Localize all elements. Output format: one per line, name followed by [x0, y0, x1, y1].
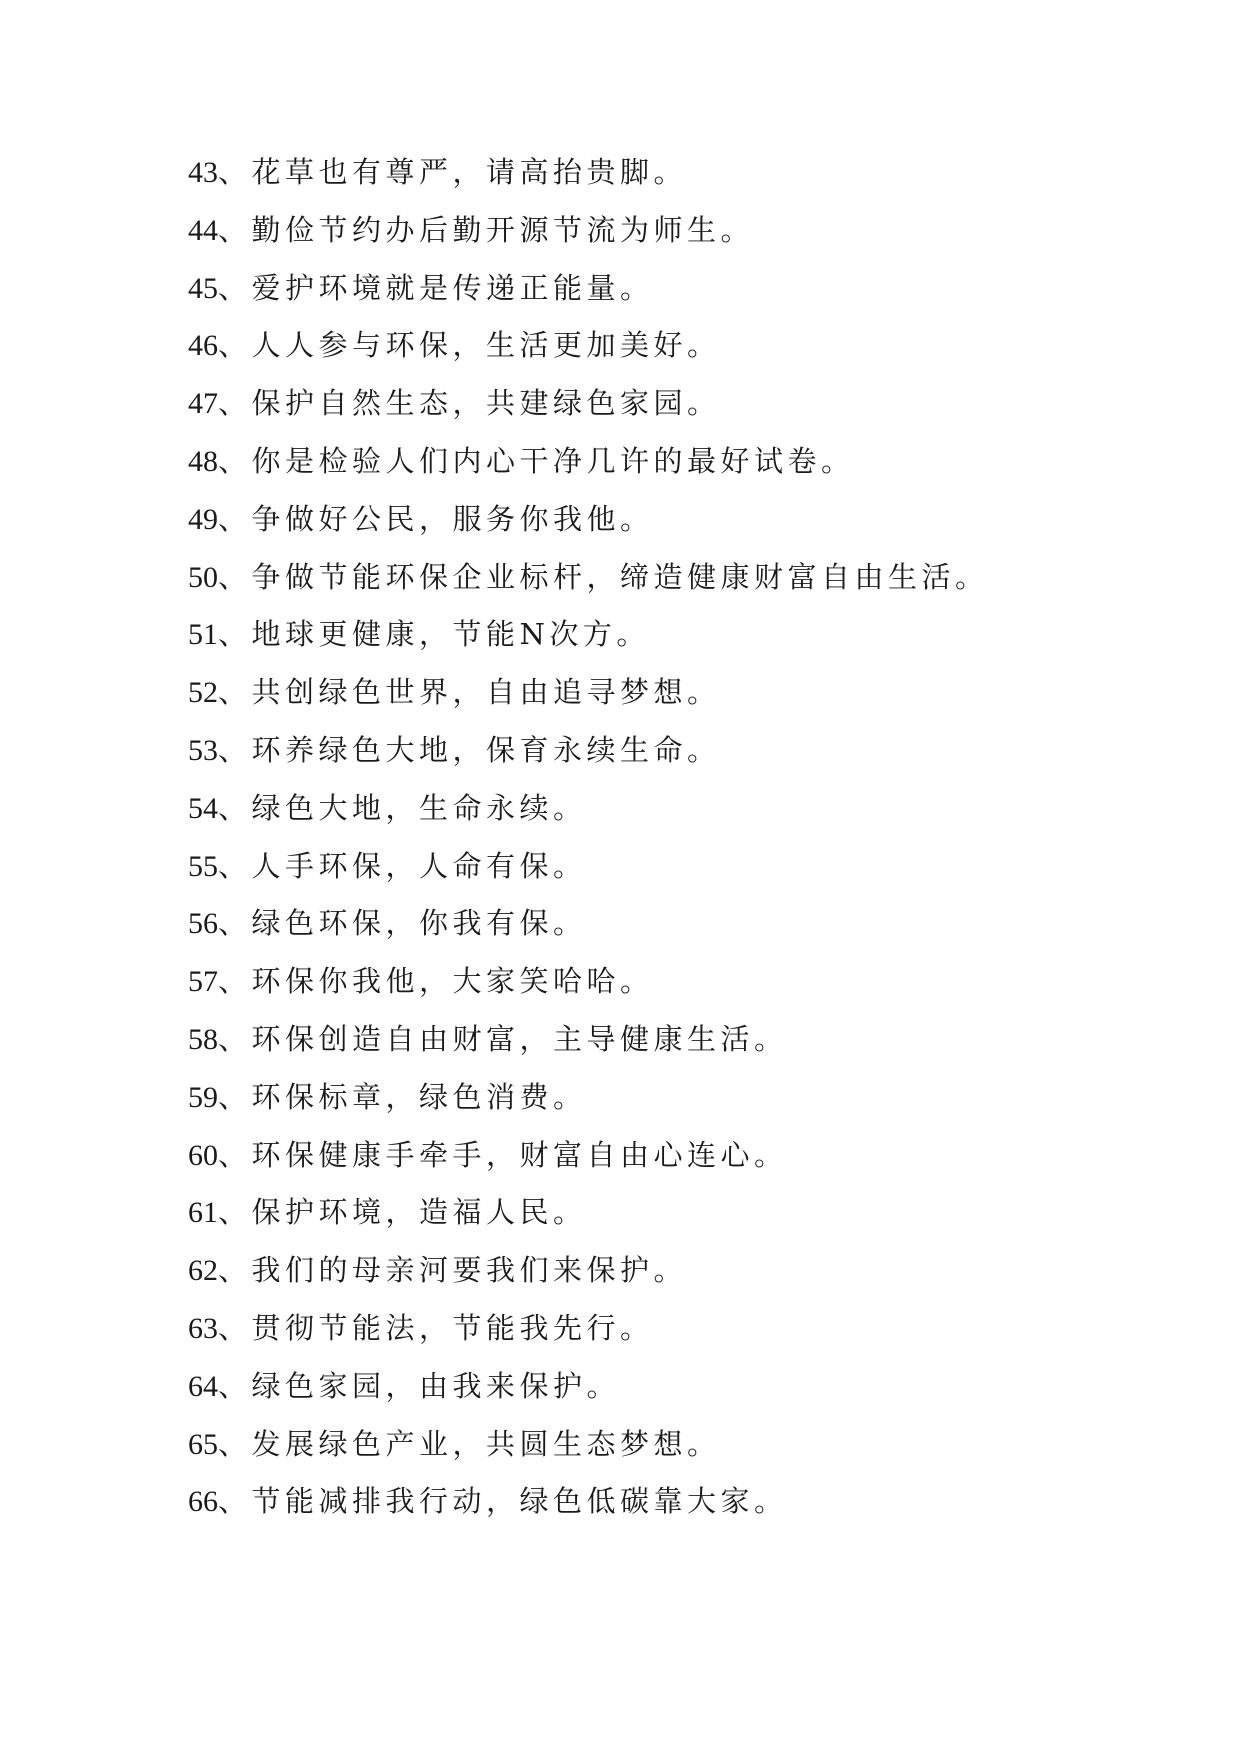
slogan-list [188, 155, 989, 1545]
item-text: 、环养绿色大地，保育永续生命。 [218, 732, 721, 767]
item-number: 66 [188, 1485, 218, 1519]
item-number: 64 [188, 1369, 218, 1403]
item-text: 、环保标章，绿色消费。 [218, 1079, 587, 1114]
list-item [188, 732, 989, 794]
item-text: 、节能减排我行动，绿色低碳靠大家。 [218, 1484, 788, 1519]
item-text: 、人手环保，人命有保。 [218, 848, 587, 883]
list-item [188, 328, 989, 389]
list-item [188, 155, 989, 216]
item-text: 、绿色大地，生命永续。 [218, 790, 587, 825]
item-number: 47 [188, 387, 218, 421]
list-item [188, 1021, 989, 1083]
item-number: 59 [188, 1080, 218, 1114]
item-number: 52 [188, 676, 218, 710]
item-number: 44 [188, 213, 218, 247]
item-number: 48 [188, 444, 218, 478]
item-number: 49 [188, 502, 218, 536]
list-item [188, 1137, 989, 1199]
item-number: 50 [188, 560, 218, 594]
item-text: 、保护自然生态，共建绿色家园。 [218, 386, 721, 421]
item-text: 、人人参与环保，生活更加美好。 [218, 328, 721, 363]
item-number: 51 [188, 618, 218, 652]
list-item [188, 1253, 989, 1314]
list-item [188, 906, 989, 967]
item-text: 、绿色环保，你我有保。 [218, 906, 587, 941]
item-text: 、贯彻节能法，节能我先行。 [218, 1310, 654, 1345]
item-text: 、争做节能环保企业标杆，缔造健康财富自由生活。 [218, 559, 989, 594]
list-item [188, 1079, 989, 1141]
item-text: 、发展绿色产业，共圆生态梦想。 [218, 1426, 721, 1461]
list-item [188, 386, 989, 447]
item-text: 、我们的母亲河要我们来保护。 [218, 1253, 688, 1288]
item-text: 、共创绿色世界，自由追寻梦想。 [218, 675, 721, 710]
list-item [188, 1368, 989, 1430]
item-number: 55 [188, 849, 218, 883]
item-text: 、勤俭节约办后勤开源节流为师生。 [218, 212, 755, 247]
item-text: 、保护环境，造福人民。 [218, 1195, 587, 1230]
list-item [188, 212, 989, 274]
item-text: 、环保创造自由财富，主导健康生活。 [218, 1021, 788, 1056]
list-item [188, 790, 989, 852]
item-number: 63 [188, 1311, 218, 1345]
item-number: 62 [188, 1254, 218, 1288]
item-number: 46 [188, 329, 218, 363]
item-text: 、环保健康手牵手，财富自由心连心。 [218, 1137, 788, 1172]
item-number: 45 [188, 271, 218, 305]
list-item [188, 501, 989, 563]
item-number: 56 [188, 907, 218, 941]
item-number: 58 [188, 1022, 218, 1056]
item-text: 、你是检验人们内心干净几许的最好试卷。 [218, 443, 855, 478]
list-item [188, 675, 989, 736]
list-item [188, 1426, 989, 1488]
item-number: 65 [188, 1427, 218, 1461]
list-item [188, 1310, 989, 1372]
item-number: 57 [188, 965, 218, 999]
item-text: 、绿色家园，由我来保护。 [218, 1368, 621, 1403]
list-item [188, 270, 989, 332]
item-number: 53 [188, 733, 218, 767]
item-text: 、地球更健康，节能N次方。 [218, 617, 650, 652]
list-item [188, 1195, 989, 1256]
item-text: 、花草也有尊严，请高抬贵脚。 [218, 155, 688, 189]
item-number: 61 [188, 1196, 218, 1230]
item-text: 、爱护环境就是传递正能量。 [218, 270, 654, 305]
item-text: 、环保你我他，大家笑哈哈。 [218, 964, 654, 999]
list-item [188, 617, 989, 678]
list-item [188, 964, 989, 1025]
item-number: 43 [188, 156, 218, 189]
list-item [188, 443, 989, 505]
item-number: 60 [188, 1138, 218, 1172]
list-item [188, 559, 989, 621]
list-item [188, 1484, 989, 1545]
item-number: 54 [188, 791, 218, 825]
item-text: 、争做好公民，服务你我他。 [218, 501, 654, 536]
list-item [188, 848, 989, 910]
